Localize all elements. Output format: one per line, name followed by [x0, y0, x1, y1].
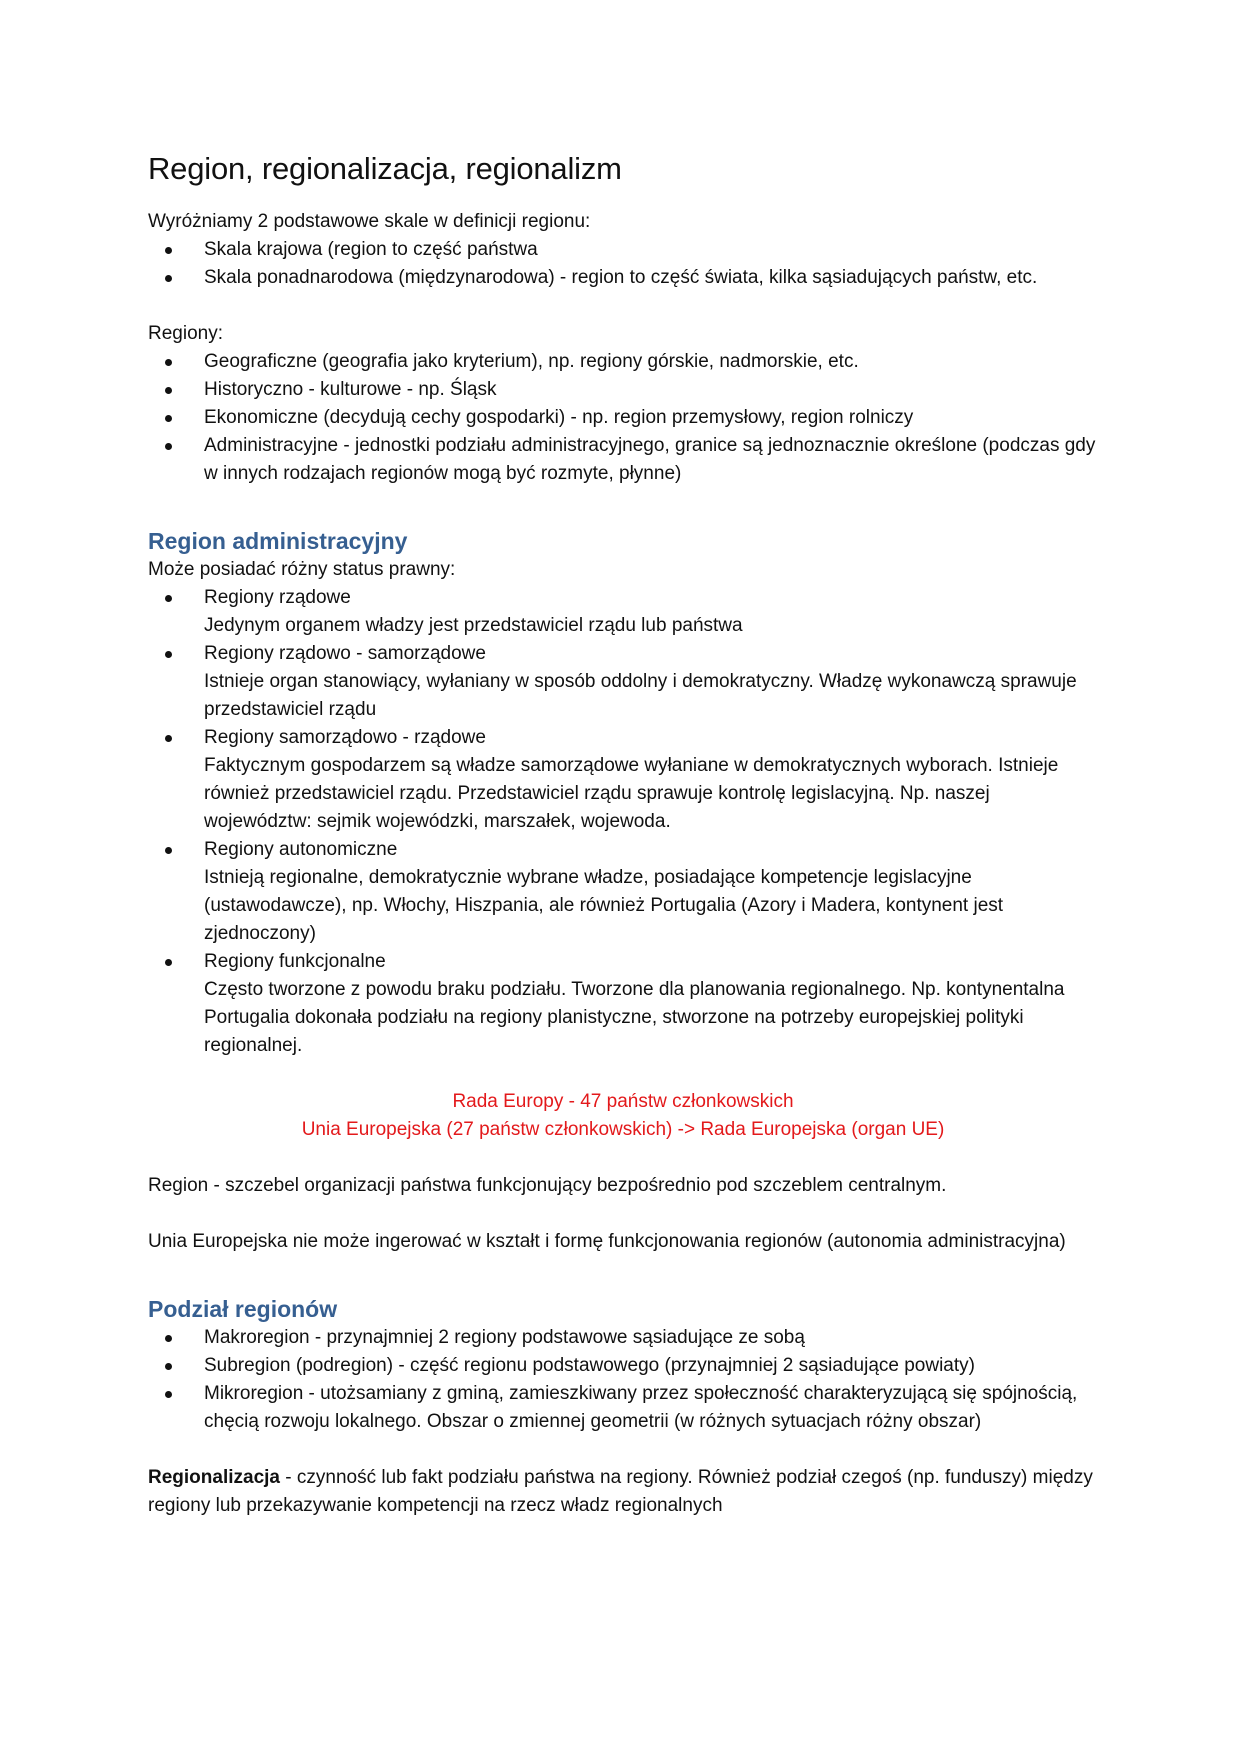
division-list [148, 1324, 1098, 1436]
bullet-icon [165, 1391, 172, 1398]
list-item: Historyczno - kulturowe - np. Śląsk [148, 376, 1098, 404]
list-item [148, 836, 1098, 948]
item-description: Często tworzone z powodu braku podziału. Tworzone dla planowania regionalnego. Np. kontynentalna Portugalia dokonała podziału na regiony planistyczne, stworzone na potrzeby europejskiej polityki regionalnej. [204, 979, 1065, 1056]
bullet-icon [165, 387, 172, 394]
regions-label: Regiony: [148, 323, 223, 344]
bullet-icon [165, 735, 172, 742]
item-description: Istnieje organ stanowiący, wyłaniany w sposób oddolny i demokratyczny. Władzę wykonawczą sprawuje przedstawiciel rządu [204, 671, 1077, 720]
regionalization-paragraph [148, 1464, 1098, 1520]
list-item [148, 640, 1098, 724]
list-item: Geograficzne (geografia jako kryterium), np. regiony górskie, nadmorskie, etc. [148, 348, 1098, 376]
regionalization-text: - czynność lub fakt podziału państwa na regiony. Również podział czegoś (np. funduszy) między regiony lub przekazywanie kompetencji na rzecz władz regionalnych [148, 1467, 1093, 1516]
item-name: Regiony samorządowo - rządowe [204, 727, 486, 748]
regions-list [148, 348, 1098, 488]
regionalization-term: Regionalizacja [148, 1467, 280, 1488]
item-description: Faktycznym gospodarzem są władze samorządowe wyłaniane w demokratycznych wyborach. Istnieje również przedstawiciel rządu. Przedstawiciel rządu sprawuje kontrolę legislacyjną. Np. naszej województw: sejmik wojewódzki, marszałek, wojewoda. [204, 755, 1059, 832]
admin-list [148, 584, 1098, 1060]
bullet-icon [165, 415, 172, 422]
list-item: Ekonomiczne (decydują cechy gospodarki) - np. region przemysłowy, region rolniczy [148, 404, 1098, 432]
admin-lead: Może posiadać różny status prawny: [148, 559, 456, 580]
list-item: Skala krajowa (region to część państwa [148, 236, 1098, 264]
list-item: Mikroregion - utożsamiany z gminą, zamieszkiwany przez społeczność charakteryzującą się spójnością, chęcią rozwoju lokalnego. Obszar o zmiennej geometrii (w różnych sytuacjach różny obszar) [148, 1380, 1098, 1436]
scales-list [148, 236, 1098, 292]
region-definition: Region - szczebel organizacji państwa funkcjonujący bezpośrednio pod szczeblem centralnym. [148, 1175, 947, 1196]
list-item: Skala ponadnarodowa (międzynarodowa) - region to część świata, kilka sąsiadujących państw, etc. [148, 264, 1098, 292]
section-heading-division: Podział regionów [148, 1296, 338, 1322]
bullet-icon [165, 847, 172, 854]
bullet-icon [165, 359, 172, 366]
red-note-council: Rada Europy - 47 państw członkowskich [452, 1091, 794, 1112]
item-name: Regiony funkcjonalne [204, 951, 386, 972]
list-item [148, 948, 1098, 1060]
list-item [148, 724, 1098, 836]
item-name: Regiony rządowo - samorządowe [204, 643, 486, 664]
item-description: Jedynym organem władzy jest przedstawiciel rządu lub państwa [204, 615, 743, 636]
list-item: Administracyjne - jednostki podziału administracyjnego, granice są jednoznacznie określone (podczas gdy w innych rodzajach regionów mogą być rozmyte, płynne) [148, 432, 1098, 488]
eu-note: Unia Europejska nie może ingerować w kształt i formę funkcjonowania regionów (autonomia administracyjna) [148, 1231, 1066, 1252]
bullet-icon [165, 651, 172, 658]
bullet-icon [165, 959, 172, 966]
item-description: Istnieją regionalne, demokratycznie wybrane władze, posiadające kompetencje legislacyjne (ustawodawcze), np. Włochy, Hiszpania, ale również Portugalia (Azory i Madera, kontynent jest zjednoczony) [204, 867, 1004, 944]
list-item: Subregion (podregion) - część regionu podstawowego (przynajmniej 2 sąsiadujące powiaty) [148, 1352, 1098, 1380]
page-content [148, 148, 1098, 1520]
list-item [148, 584, 1098, 640]
bullet-icon [165, 1363, 172, 1370]
bullet-icon [165, 595, 172, 602]
bullet-icon [165, 275, 172, 282]
red-note-eu: Unia Europejska (27 państw członkowskich) -> Rada Europejska (organ UE) [301, 1119, 945, 1140]
item-name: Regiony autonomiczne [204, 839, 398, 860]
section-heading-admin: Region administracyjny [148, 528, 408, 554]
bullet-icon [165, 247, 172, 254]
item-name: Regiony rządowe [204, 587, 351, 608]
list-item: Makroregion - przynajmniej 2 regiony podstawowe sąsiadujące ze sobą [148, 1324, 1098, 1352]
bullet-icon [165, 1335, 172, 1342]
bullet-icon [165, 443, 172, 450]
document-title: Region, regionalizacja, regionalizm [148, 151, 622, 186]
intro-text: Wyróżniamy 2 podstawowe skale w definicji regionu: [148, 211, 591, 232]
